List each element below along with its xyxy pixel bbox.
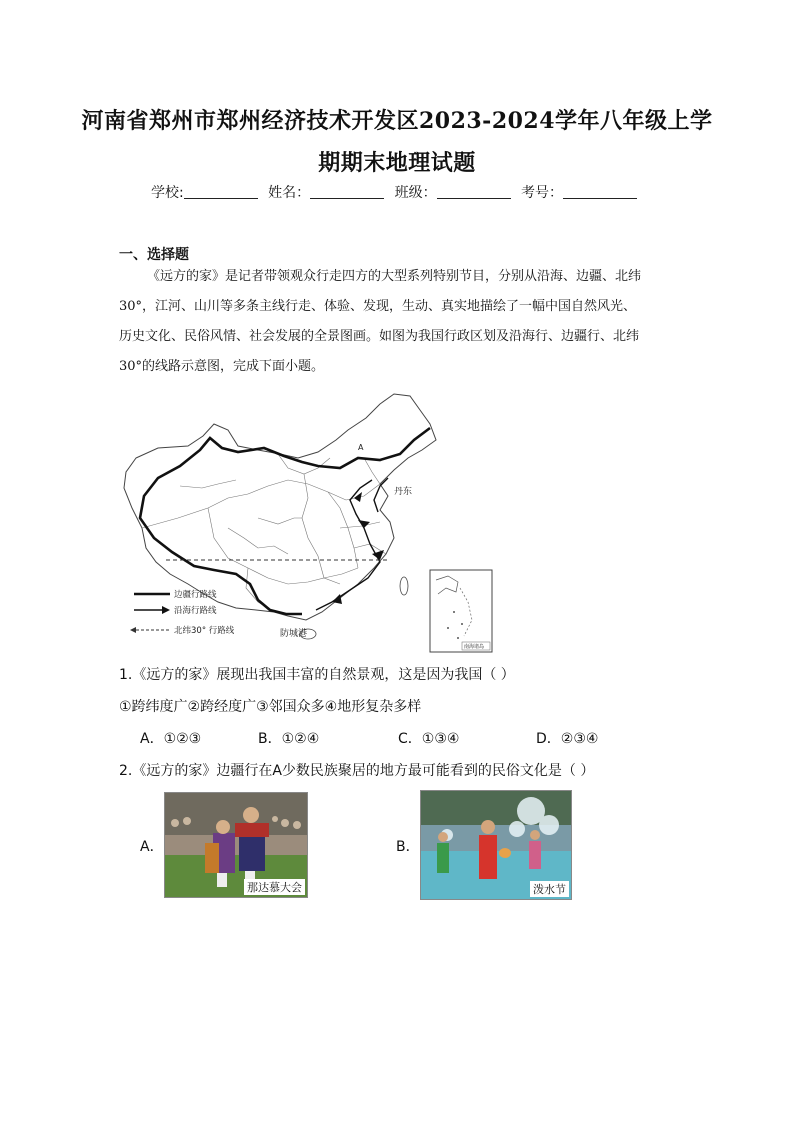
legend-coastal: 沿海行路线	[174, 606, 217, 616]
question-2-option-b-label[interactable]: B．	[396, 839, 420, 855]
naadam-caption: 那达慕大会	[244, 879, 305, 895]
south-china-sea-inset	[430, 570, 492, 652]
question-1-option-c[interactable]: C．①③④	[398, 731, 460, 747]
legend-frontier: 边疆行路线	[174, 590, 217, 600]
school-blank[interactable]	[184, 184, 258, 199]
passage-line-3: 历史文化、民俗风情、社会发展的全景图画。如图为我国行政区划及沿海行、边疆行、北纬	[119, 329, 640, 344]
label-fangchenggang: 防城港	[280, 629, 308, 639]
student-info-row	[0, 182, 794, 202]
question-1-items: ①跨纬度广②跨经度广③邻国众多④地形复杂多样	[119, 699, 422, 715]
question-1-stem: 1.《远方的家》展现出我国丰富的自然景观，这是因为我国（ ）	[119, 667, 515, 683]
page-title-line2: 期期末地理试题	[318, 150, 476, 176]
label-dandong: 丹东	[394, 487, 413, 497]
passage-line-2: 30°，江河、山川等多条主线行走、体验、发现，生动、真实地描绘了一幅中国自然风光、	[119, 299, 637, 314]
question-1-option-d[interactable]: D．②③④	[536, 731, 599, 747]
label-a: A	[358, 443, 364, 452]
legend-latitude: 北纬30° 行路线	[174, 626, 235, 636]
class-label: 班级：	[394, 185, 437, 201]
taiwan-island	[400, 577, 408, 595]
question-1-option-b[interactable]: B．①②④	[258, 731, 320, 747]
naadam-photo[interactable]	[164, 792, 308, 898]
exam-number-blank[interactable]	[563, 184, 637, 199]
water-festival-caption: 泼水节	[530, 881, 569, 897]
section-heading: 一、选择题	[119, 247, 189, 263]
page-title-line1: 河南省郑州市郑州经济技术开发区2023-2024学年八年级上学	[81, 108, 713, 134]
name-blank[interactable]	[310, 184, 384, 199]
school-label: 学校:	[150, 185, 184, 201]
question-2-option-a-label[interactable]: A．	[140, 839, 164, 855]
water-festival-photo[interactable]	[420, 790, 572, 900]
class-blank[interactable]	[437, 184, 511, 199]
china-route-map	[118, 388, 494, 654]
china-outline	[124, 394, 436, 620]
passage-line-1: 《远方的家》是记者带领观众行走四方的大型系列特别节目，分别从沿海、边疆、北纬	[147, 269, 642, 284]
question-1-option-a[interactable]: A．①②③	[140, 731, 202, 747]
inset-label: 南海诸岛	[464, 644, 485, 650]
exam-number-label: 考号：	[521, 185, 564, 201]
name-label: 姓名：	[268, 185, 311, 201]
passage-line-4: 30°的线路示意图，完成下面小题。	[119, 359, 325, 374]
question-2-stem: 2.《远方的家》边疆行在A少数民族聚居的地方最可能看到的民俗文化是（ ）	[119, 763, 595, 779]
